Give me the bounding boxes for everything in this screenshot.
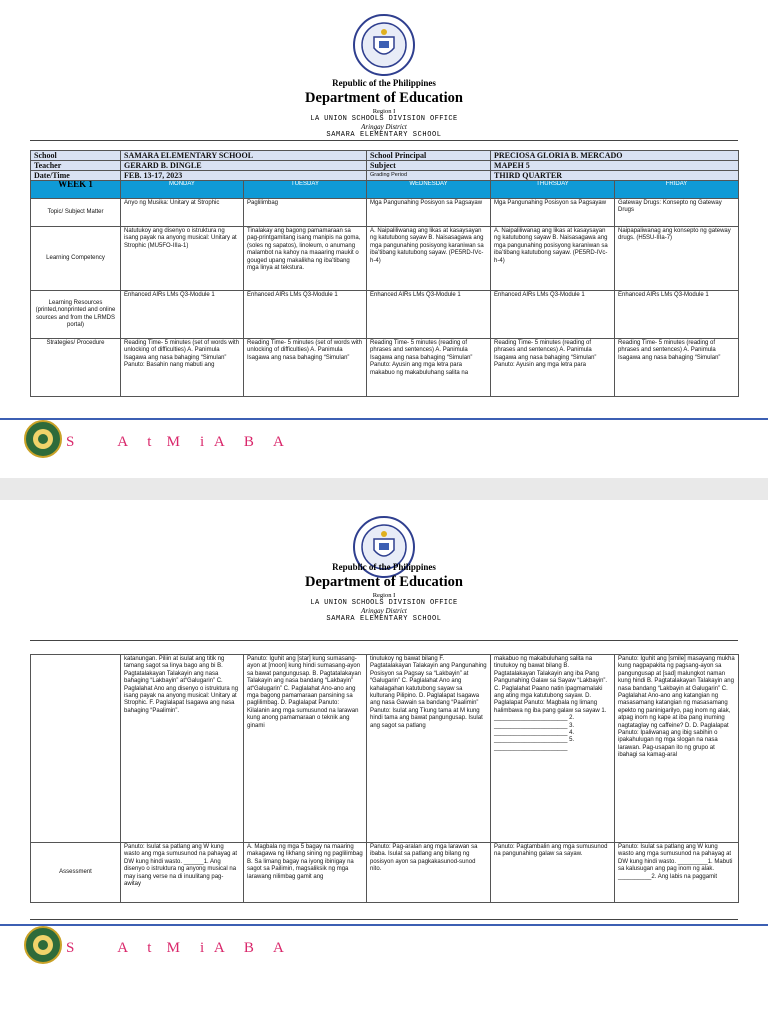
resources-cell: Enhanced AIRs LMs Q3-Module 1: [491, 291, 615, 339]
republic-text: Republic of the Philippines: [332, 562, 436, 572]
day-header: WEDNESDAY: [367, 181, 491, 199]
topic-cell: Anyo ng Musika: Unitary at Strophic: [121, 199, 244, 227]
principal-label: School Principal: [367, 151, 491, 161]
continued-cell: katanungan. Piliin at isulat ang titik ng tamang sagot sa linya bago ang bi B. Pagtatalakayan Talakayin ang nasa bahaging “Lakbayin” at“Galugarin” C. Paglalahat Ano ang disenyo o istruktura ng isang payak na anyong musical: Unitary at Strophic. F. Paglalapat Isagawa ang nasa bahaging “Paalimin”.: [121, 655, 244, 843]
day-header: MONDAY: [121, 181, 244, 199]
grading-label: Grading Period: [367, 171, 491, 181]
day-header: TUESDAY: [244, 181, 367, 199]
date-value: FEB. 13-17, 2023: [121, 171, 367, 181]
topic-cell: Mga Pangunahing Posisyon sa Pagsayaw: [367, 199, 491, 227]
school-label: School: [31, 151, 121, 161]
continued-cell: tinutukoy ng bawat bilang F. Pagtatalakayan Talakayin ang Pangunahing Posisyon sa Pagsay sa “Lakbayin” at “Galugarin” C. Paglalahat Ano ang kahalagahan katutubong sayaw sa kulturang Pilipino. D. Paglalapat Isagawa ang nasa Gawain sa bandang “Paalimin” Panuto: Isulat ang Tkung tama at M kung hindi tama ang bawat pangungusap. Isulat ang sagot sa patlang: [367, 655, 491, 843]
day-header: FRIDAY: [615, 181, 739, 199]
school-logo-icon: [24, 926, 62, 964]
teacher-value: GERARD B. DINGLE: [121, 161, 367, 171]
school-value: SAMARA ELEMENTARY SCHOOL: [121, 151, 367, 161]
topic-cell: Mga Pangunahing Posisyon sa Pagsayaw: [491, 199, 615, 227]
assessment-cell: Panuto: Isulat sa patlang ang W kung wasto ang mga sumusunod na pahayag at DW kung hindi wasto. ______1. Ang disenyo o istruktura ng anyong musical na may isang verse na di inuulitang pag-awitay: [121, 843, 244, 903]
assessment-cell: A. Magbala ng mga 5 bagay na maaring makagawa ng likhang sining ng paglilimbag B. Sa limang bagay na iyong ibinigay na sagot sa Pailimin, magsaliksik ng mga larawang nilimbag gamit ang: [244, 843, 367, 903]
assessment-cell: Panuto: Pag-aralan ang mga larawan sa ibaba. Isulat sa patlang ang bilang ng posisyon ayon sa pagkakasunod-sunod nito.: [367, 843, 491, 903]
lesson-plan-table: [30, 150, 739, 397]
continued-cell: Panuto: Iguhit ang [star] kung sumasang-ayon at [moon] kung hindi sumasang-ayon sa bawat pangungusap. B. Pagtatalakayan Talakayin ang nasa bandang “Lakbayin” at“Galugarin” C. Paglalahat Ano-ano ang mga bagong pamamaraan pansining sa paglilimbag. D. Paglalapat Panuto: Kilalanin ang mga sumusunod na larawan kung anong pamamaraan o teknik ang ginami: [244, 655, 367, 843]
resources-cell: Enhanced AIRs LMs Q3-Module 1: [615, 291, 739, 339]
district-text: Aringay District: [361, 607, 407, 615]
row-label-empty: [31, 655, 121, 843]
document-page-1: [0, 0, 768, 478]
week-label: WEEK 1: [31, 181, 121, 199]
strategies-cell: Reading Time- 5 minutes (set of words with unlocking of difficulties) A. Panimula Isagawa ang nasa bahaging “Simulan”: [244, 339, 367, 397]
competency-cell: A. Naipaliliwanag ang likas at kasaysayan ng katutubong sayaw B. Naisasagawa ang mga pangunahing posisyong karaniwan sa ibaʼtibang katutubong sayaw. (PE5RD-IVc-h-4): [367, 227, 491, 291]
resources-cell: Enhanced AIRs LMs Q3-Module 1: [121, 291, 244, 339]
division-text: LA UNION SCHOOLS DIVISION OFFICE: [310, 115, 458, 123]
resources-cell: Enhanced AIRs LMs Q3-Module 1: [367, 291, 491, 339]
strategies-cell: Reading Time- 5 minutes (reading of phrases and sentences) A. Panimula Isagawa ang nasa bahaging “Simulan” Panuto: Ayusin ang mga letra para makabuo ng makabuluhang salita na: [367, 339, 491, 397]
region-text: Region I: [372, 592, 396, 599]
resources-cell: Enhanced AIRs LMs Q3-Module 1: [244, 291, 367, 339]
document-page-2: [0, 500, 768, 1024]
grading-value: THIRD QUARTER: [491, 171, 739, 181]
school-text: SAMARA ELEMENTARY SCHOOL: [326, 131, 442, 139]
date-label: Date/Time: [31, 171, 121, 181]
school-logo-icon: [24, 420, 62, 458]
district-text: Aringay District: [361, 123, 407, 131]
competency-cell: Tinalakay ang bagong pamamaraan sa pag-printgamitang isang manipis na goma, (soles ng sapatos), linoleum, o anumang malambot na kahoy na maaaring maukit o gouged upang makalikha ng ibaʼtibang mga linya at tekstura.: [244, 227, 367, 291]
deped-seal-icon: [353, 14, 415, 76]
row-label-competency: Learning Competency: [31, 227, 121, 291]
footer-motto: S A t M i A B A: [66, 940, 285, 956]
lesson-plan-table-continued: [30, 654, 739, 903]
department-title: Department of Education: [305, 90, 463, 106]
department-title: Department of Education: [305, 574, 463, 590]
competency-cell: A. Naipaliliwanag ang likas at kasaysayan ng katutubong sayaw B. Naisasagawa ang mga pangunahing posisyong karaniwan sa ibaʼtibang katutubong sayaw. (PE5RD-IVc-h-4): [491, 227, 615, 291]
subject-label: Subject: [367, 161, 491, 171]
footer-line: [0, 924, 768, 926]
row-label-resources: Learning Resources (printed,nonprinted and online sources and from the LRMDS portal): [31, 291, 121, 339]
assessment-cell: Panuto: Isulat sa patlang ang W kung wasto ang mga sumusunod na pahayag at DW kung hindi wasto. _________1. Mabuti sa kalusugan ang pag inom ng alak. __________2. Ang labis na paggamit: [615, 843, 739, 903]
assessment-cell: Panuto: Pagtambalin ang mga sumusunod na pangunahing galaw sa sayaw.: [491, 843, 615, 903]
continued-cell: makabuo ng makabuluhang salita na tinutukoy ng bawat bilang B. Pagtatalakayan Talakayin ang iba Pang Pangunahing Galaw sa Sayaw “Lakbayin”. C. Paglalahat Paano natin ipagmamalaki ang ating mga katutubong sayaw. D. Paglalapat Panuto: Magbala ng limang halimbawa ng iba pang galaw sa sayaw 1. ______________________ 2. ______________________ 3. ______________________ 4. ______________________ 5. ______________________: [491, 655, 615, 843]
strategies-cell: Reading Time- 5 minutes (reading of phrases and sentences) A. Panimula Isagawa ang nasa bahaging “Simulan” Panuto: Ayusin ang mga letra para: [491, 339, 615, 397]
row-label-strategies: Strategies/ Procedure: [31, 339, 121, 397]
letterhead: [0, 562, 768, 623]
continued-cell: Panuto: Iguhit ang [smile] masayang mukha kung nagpapakita ng pagsang-ayon sa pangungusap at [sad] malungkot naman kung hindi B. Pagtatalakayan Talakayin ang nasa bandang “Lakbayin at Galugarin” C. Paglalahat Ano-ano ang katangian ng masasamang katangian ng masasamang epekto ng paninigarilyo, pag inom ng alak, atpag inom ng kape at iba pang inuming nagtataglay ng caffeine? D. D. Paglalapat Panuto: Ipaliwanag ang ibig sabihin o ipakahulugan ng mga slogan na nasa larawan. Pag-usapan ito ng grupo at ibahagi sa kamag-aral: [615, 655, 739, 843]
topic-cell: Paglilimbag: [244, 199, 367, 227]
footer-motto: S A t M i A B A: [66, 434, 285, 450]
header-divider: [30, 140, 738, 141]
principal-value: PRECIOSA GLORIA B. MERCADO: [491, 151, 739, 161]
teacher-label: Teacher: [31, 161, 121, 171]
division-text: LA UNION SCHOOLS DIVISION OFFICE: [310, 599, 458, 607]
strategies-cell: Reading Time- 5 minutes (set of words with unlocking of difficulties) A. Panimula Isagawa ang nasa bahaging “Simulan” Panuto: Basahin nang mabuti ang: [121, 339, 244, 397]
letterhead: [0, 78, 768, 139]
strategies-cell: Reading Time- 5 minutes (reading of phrases and sentences) A. Panimula Isagawa ang nasa bahaging “Simulan”: [615, 339, 739, 397]
row-label-assessment: Assessment: [31, 843, 121, 903]
republic-text: Republic of the Philippines: [332, 78, 436, 88]
row-label-topic: Topic/ Subject Matter: [31, 199, 121, 227]
footer-line: [0, 418, 768, 420]
region-text: Region I: [372, 108, 396, 115]
topic-cell: Gateway Drugs: Konsepto ng Gateway Drugs: [615, 199, 739, 227]
competency-cell: Naipapaliwanag ang konsepto ng gateway drugs. (H5SU-IIIa-7): [615, 227, 739, 291]
competency-cell: Natutukoy ang disenyo o istruktura ng isang payak na anyong musical: Unitary at Strophic (MU5FO-IIIa-1): [121, 227, 244, 291]
table-bottom-line: [30, 919, 738, 920]
day-header: THURSDAY: [491, 181, 615, 199]
header-divider: [30, 640, 738, 641]
subject-value: MAPEH 5: [491, 161, 739, 171]
school-text: SAMARA ELEMENTARY SCHOOL: [326, 615, 442, 623]
